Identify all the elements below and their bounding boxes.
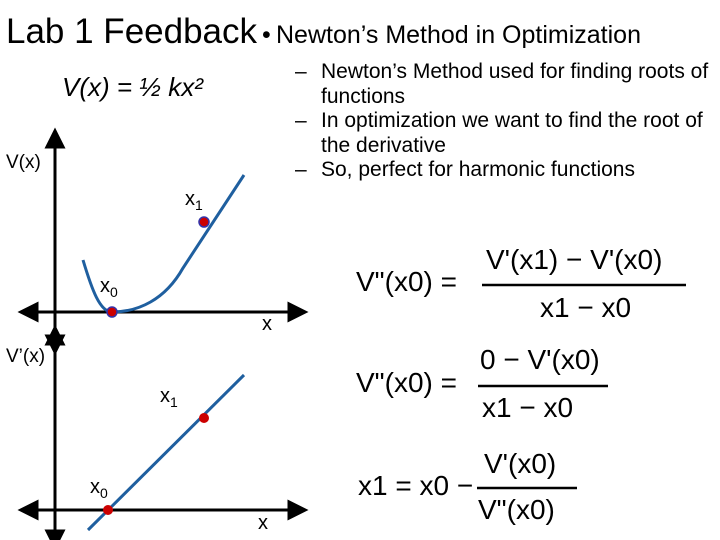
eq2-lhs: V"(x0) = [356,367,457,398]
bottom-x0-label: $x_0$ [90,476,108,501]
eq2-denominator: x1 − x0 [482,392,574,423]
top-point-x0 [107,307,117,317]
top-x0-label: $x_0$ [100,275,118,300]
slide-title: Lab 1 Feedback [6,12,258,51]
eq1-lhs: V"(x0) = [356,266,457,297]
sub-bullet-text: So, perfect for harmonic functions [321,158,635,181]
eq2-numerator: 0 − V'(x0) [480,344,600,375]
eq1-numerator: V'(x1) − V'(x0) [486,244,663,275]
bottom-x-axis-label: x [258,512,268,534]
dash-icon: – [295,60,307,83]
bottom-x1-label: $x_1$ [160,385,178,410]
top-function-label: V(x) [6,152,41,173]
top-point-x1 [199,217,209,227]
top-x-axis-label: x [262,313,272,335]
sub-bullet-text: Newton’s Method used for finding roots of functions [321,60,709,108]
dash-icon: – [295,158,307,181]
eq3-denominator: V"(x0) [478,494,555,525]
top-x1-label: $x_1$ [185,188,203,213]
main-bullet-text: Newton’s Method in Optimization [276,21,641,49]
dash-icon: – [295,109,307,132]
bottom-point-x0 [103,505,113,515]
bottom-function-label: V’(x) [6,346,46,367]
eq3-numerator: V'(x0) [484,448,557,479]
eq1-denominator: x1 − x0 [540,292,632,323]
top-formula: V(x) = ½ kx² [62,72,203,102]
sub-bullet-text: In optimization we want to find the root of the derivative [321,109,703,157]
bottom-point-x1 [199,413,209,423]
bullet-dot-icon: • [262,21,271,49]
eq3-lhs: x1 = x0 − [358,470,474,501]
